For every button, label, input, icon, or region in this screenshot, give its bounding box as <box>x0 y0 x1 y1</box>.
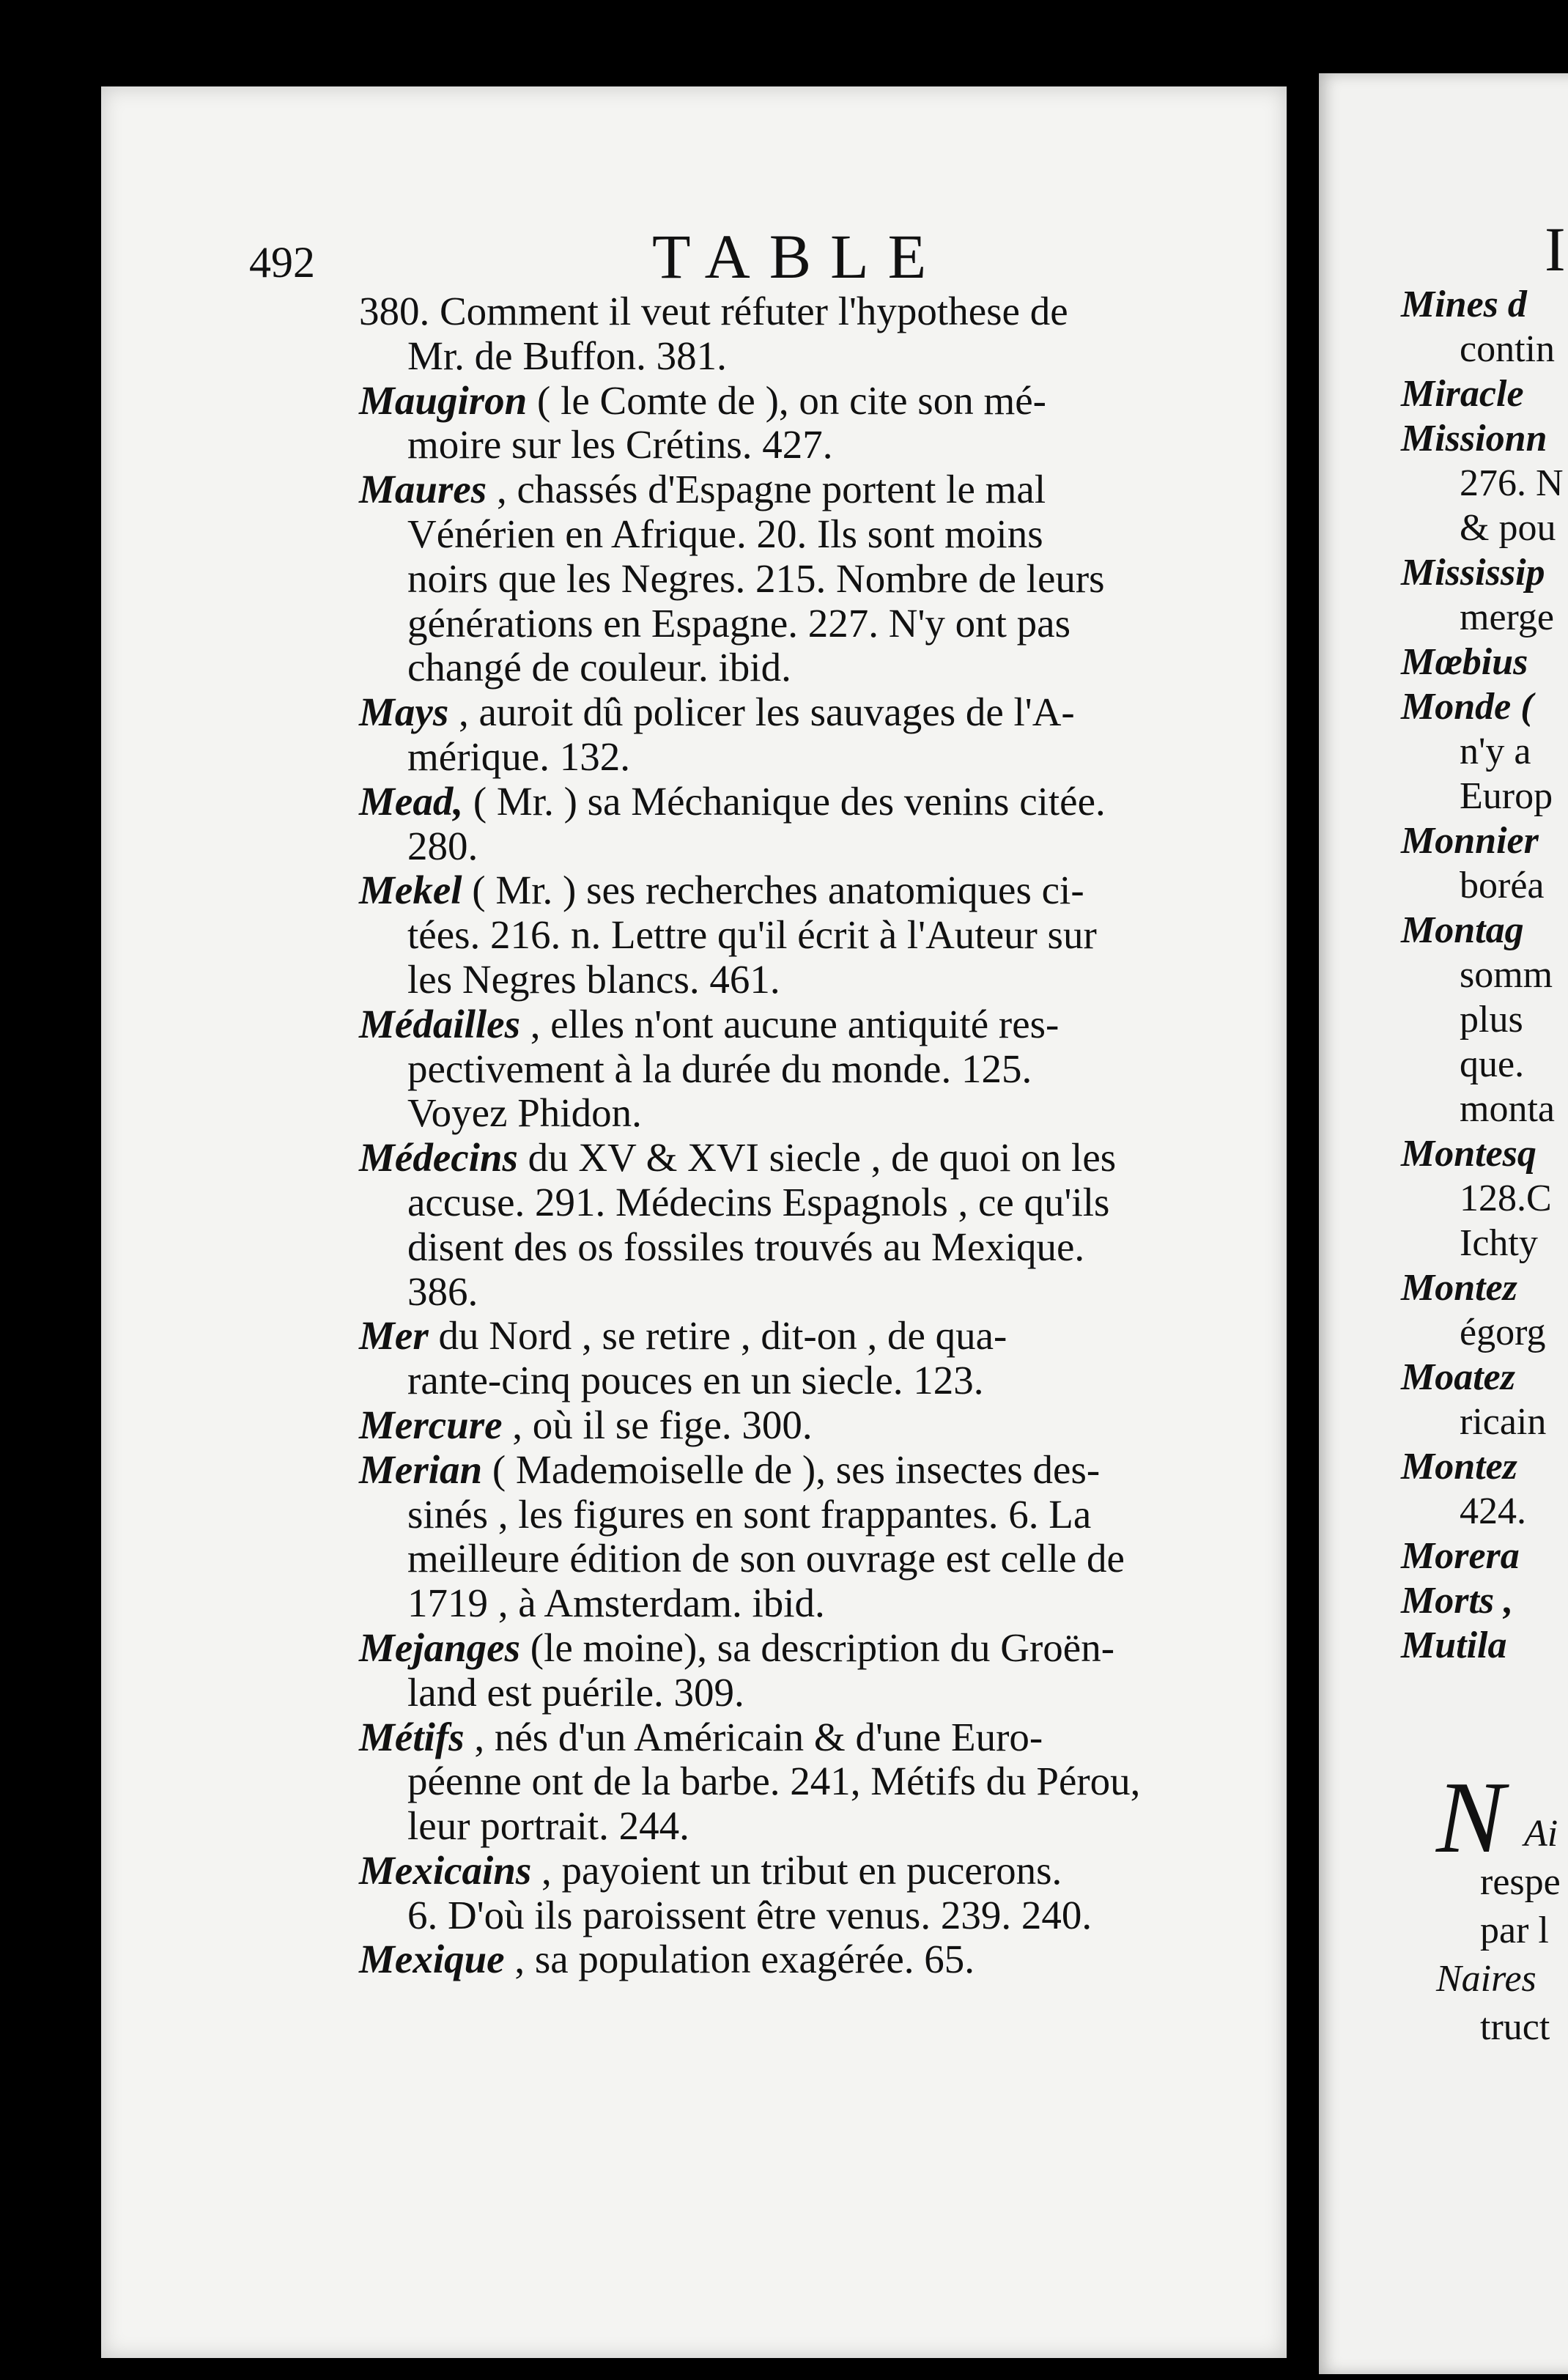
index-entry-text: , payoient un tribut en pucerons. <box>531 1847 1062 1893</box>
index-entry-line <box>359 1314 1231 1359</box>
index-entry-headword: Médecins <box>359 1135 518 1180</box>
right-page-line: Mines d <box>1401 284 1527 325</box>
index-entry <box>359 1448 1231 1626</box>
index-entry-text: Mr. de Buffon. 381. <box>407 333 727 378</box>
index-entry-line <box>359 1091 1231 1136</box>
index-entry-line <box>359 646 1231 690</box>
index-entry <box>359 1626 1231 1715</box>
index-entry-text: Vénérien en Afrique. 20. Ils sont moins <box>407 511 1043 556</box>
right-page-line: Ichty <box>1460 1222 1538 1264</box>
index-entry-line <box>359 468 1231 512</box>
index-entry-text: 1719 , à Amsterdam. ibid. <box>407 1581 825 1626</box>
index-entry <box>359 868 1231 1002</box>
index-entry <box>359 1136 1231 1314</box>
index-entry-line <box>359 379 1231 424</box>
index-entry-text: , sa population exagérée. 65. <box>504 1937 975 1982</box>
index-entry-line <box>359 1537 1231 1581</box>
index-entry-headword: Maures <box>359 467 487 512</box>
index-entry-line <box>359 602 1231 646</box>
index-entry-line <box>359 690 1231 735</box>
index-entry-line <box>359 780 1231 824</box>
index-entry-line <box>359 1759 1231 1804</box>
index-entry-line <box>359 1804 1231 1849</box>
right-page-line: que. <box>1460 1043 1525 1085</box>
index-entry-text: ( Mademoiselle de ), ses insectes des- <box>482 1446 1101 1492</box>
index-entry-headword: Mejanges <box>359 1625 520 1670</box>
index-entry-headword: Métifs <box>359 1714 465 1759</box>
right-page-line: égorg <box>1460 1312 1546 1353</box>
page-number: 492 <box>249 238 315 287</box>
right-page-line: Mutila <box>1401 1625 1507 1666</box>
index-entry-headword: Mekel <box>359 868 462 913</box>
index-entry-line <box>359 735 1231 780</box>
index-entry-line <box>359 1849 1231 1893</box>
index-entry-text: disent des os fossiles trouvés au Mexique. <box>407 1224 1085 1269</box>
right-page-line: Moatez <box>1401 1356 1515 1398</box>
page-header <box>249 220 1275 293</box>
index-entry-line <box>359 1626 1231 1671</box>
index-entry-line <box>359 1715 1231 1760</box>
index-entry <box>359 690 1231 780</box>
index-entry-text: 6. D'où ils paroissent être venus. 239. 240. <box>407 1892 1092 1937</box>
index-entry-text: leur portrait. 244. <box>407 1803 689 1849</box>
index-entry-line <box>359 1448 1231 1493</box>
index-entry <box>359 780 1231 869</box>
index-entry-text: ( Mr. ) sa Méchanique des venins citée. <box>463 778 1106 824</box>
index-entry-line <box>359 557 1231 602</box>
index-entry-text: péenne ont de la barbe. 241, Métifs du Pérou, <box>407 1759 1141 1804</box>
right-page-lower-line: par l <box>1480 1910 1549 1951</box>
index-entry-text: changé de couleur. ibid. <box>407 645 791 690</box>
index-entry-line <box>359 334 1231 379</box>
index-entry-line <box>359 824 1231 869</box>
index-entry-headword: Merian <box>359 1446 483 1492</box>
index-entry-line <box>359 1581 1231 1626</box>
index-entry-line <box>359 1136 1231 1180</box>
index-entry-line <box>359 868 1231 913</box>
index-entry-headword: Mays <box>359 690 449 735</box>
index-entry <box>359 1849 1231 1938</box>
index-entry-text: tées. 216. n. Lettre qu'il écrit à l'Auteur sur <box>407 912 1097 958</box>
right-page-line: Miracle <box>1401 373 1524 415</box>
index-entry-line <box>359 958 1231 1002</box>
index-entry-text: 380. Comment il veut réfuter l'hypothese de <box>359 289 1068 333</box>
index-entry-line <box>359 1359 1231 1403</box>
index-entry-line <box>359 512 1231 557</box>
index-entry-line <box>359 1270 1231 1315</box>
right-page-line: Montag <box>1401 909 1524 951</box>
right-page-line: Mœbius <box>1401 641 1528 683</box>
index-entry-line <box>359 1493 1231 1537</box>
index-entry <box>359 289 1231 379</box>
right-page-line: monta <box>1460 1088 1555 1130</box>
index-entry-line <box>359 1047 1231 1092</box>
index-entry-text: mérique. 132. <box>407 733 630 779</box>
right-page-lower-line: respe <box>1480 1861 1561 1903</box>
index-entry <box>359 1002 1231 1136</box>
index-entry-text: (le moine), sa description du Groën- <box>520 1625 1115 1670</box>
index-entry-text: 280. <box>407 823 478 868</box>
index-entry-text: , auroit dû policer les sauvages de l'A- <box>448 690 1075 735</box>
right-page-line: & pou <box>1460 507 1556 549</box>
index-entry-text: moire sur les Crétins. 427. <box>407 422 833 468</box>
right-page-line: somm <box>1460 954 1553 996</box>
index-entry-text: Voyez Phidon. <box>407 1090 642 1136</box>
index-entry-line <box>359 1180 1231 1225</box>
right-page-line: 424. <box>1460 1490 1526 1532</box>
index-entry-text: land est puérile. 309. <box>407 1669 744 1715</box>
right-page-line: Montesq <box>1401 1133 1536 1175</box>
index-entry-text: les Negres blancs. 461. <box>407 956 780 1002</box>
right-page-line: Montez <box>1401 1267 1517 1309</box>
index-entry <box>359 1403 1231 1448</box>
index-entry-text: pectivement à la durée du monde. 125. <box>407 1046 1032 1091</box>
index-entry-line <box>359 913 1231 958</box>
index-entry-text: , chassés d'Espagne portent le mal <box>487 467 1046 512</box>
right-page-line: contin <box>1460 328 1555 370</box>
index-entry-text: ( le Comte de ), on cite son mé- <box>527 377 1046 423</box>
index-entry-text: du Nord , se retire , dit-on , de qua- <box>428 1313 1007 1359</box>
index-entry-line <box>359 1403 1231 1448</box>
index-entry-headword: Mer <box>359 1313 429 1359</box>
index-entry-text: sinés , les figures en sont frappantes. 6. La <box>407 1491 1092 1537</box>
index-entry-text: noirs que les Negres. 215. Nombre de leurs <box>407 555 1105 601</box>
index-entry-text: 386. <box>407 1268 478 1314</box>
right-page-line: boréa <box>1460 865 1545 906</box>
index-entry-line <box>359 1671 1231 1715</box>
index-entry <box>359 468 1231 690</box>
right-page-line: Morts , <box>1401 1580 1514 1622</box>
right-page-line: plus <box>1460 999 1523 1041</box>
index-entry-headword: Médailles <box>359 1001 520 1046</box>
running-title: TABLE <box>652 221 946 292</box>
index-entry <box>359 1937 1231 1982</box>
right-page-header: I <box>1545 214 1566 284</box>
right-page-lower-line: Ai <box>1524 1813 1558 1855</box>
index-entry-headword: Mead, <box>359 778 464 824</box>
right-page-line: 276. N <box>1460 462 1564 504</box>
index-entry-text: , elles n'ont aucune antiquité res- <box>519 1001 1059 1046</box>
right-page-lower-line: Naires <box>1436 1958 1536 2000</box>
right-page-line: n'y a <box>1460 731 1531 772</box>
index-entry-headword: Mexique <box>359 1937 505 1982</box>
index-entry-headword: Mexicains <box>359 1847 532 1893</box>
index-entry-text: du XV & XVI siecle , de quoi on les <box>517 1135 1117 1180</box>
index-entry-line <box>359 1893 1231 1938</box>
right-page-line: Missionn <box>1401 418 1547 459</box>
index-entry-headword: Maugiron <box>359 377 528 423</box>
right-page-line: Mississip <box>1401 552 1545 594</box>
right-page-drop-letter: N <box>1436 1761 1505 1874</box>
right-page-line: Monnier <box>1401 820 1539 862</box>
index-body <box>359 289 1231 1982</box>
right-page-line: merge <box>1460 596 1554 638</box>
index-entry-text: générations en Espagne. 227. N'y ont pas <box>407 600 1070 646</box>
right-page-line: Monde ( <box>1401 686 1534 728</box>
index-entry <box>359 379 1231 468</box>
right-page-line: ricain <box>1460 1401 1547 1443</box>
index-entry-line <box>359 1225 1231 1270</box>
index-entry-headword: Mercure <box>359 1402 503 1447</box>
index-entry-line <box>359 289 1231 334</box>
right-page-line: Europ <box>1460 775 1553 817</box>
index-entry <box>359 1715 1231 1849</box>
index-entry-line <box>359 1937 1231 1982</box>
index-entry-text: , où il se fige. 300. <box>502 1402 813 1447</box>
index-entry-text: rante-cinq pouces en un siecle. 123. <box>407 1358 984 1403</box>
index-entry-line <box>359 1002 1231 1047</box>
index-entry-text: ( Mr. ) ses recherches anatomiques ci- <box>462 868 1084 913</box>
index-entry-line <box>359 423 1231 468</box>
right-page-lower-line: truct <box>1480 2006 1550 2048</box>
right-page-line: Montez <box>1401 1446 1517 1488</box>
right-page-column <box>1401 282 1568 1668</box>
index-entry <box>359 1314 1231 1403</box>
index-entry-text: accuse. 291. Médecins Espagnols , ce qu'ils <box>407 1179 1110 1224</box>
index-entry-text: , nés d'un Américain & d'une Euro- <box>464 1714 1043 1759</box>
right-page-line: Morera <box>1401 1535 1520 1577</box>
index-entry-text: meilleure édition de son ouvrage est celle de <box>407 1536 1125 1581</box>
right-page-lower-text <box>1436 1810 1561 2052</box>
right-page-line: 128.C <box>1460 1178 1552 1219</box>
